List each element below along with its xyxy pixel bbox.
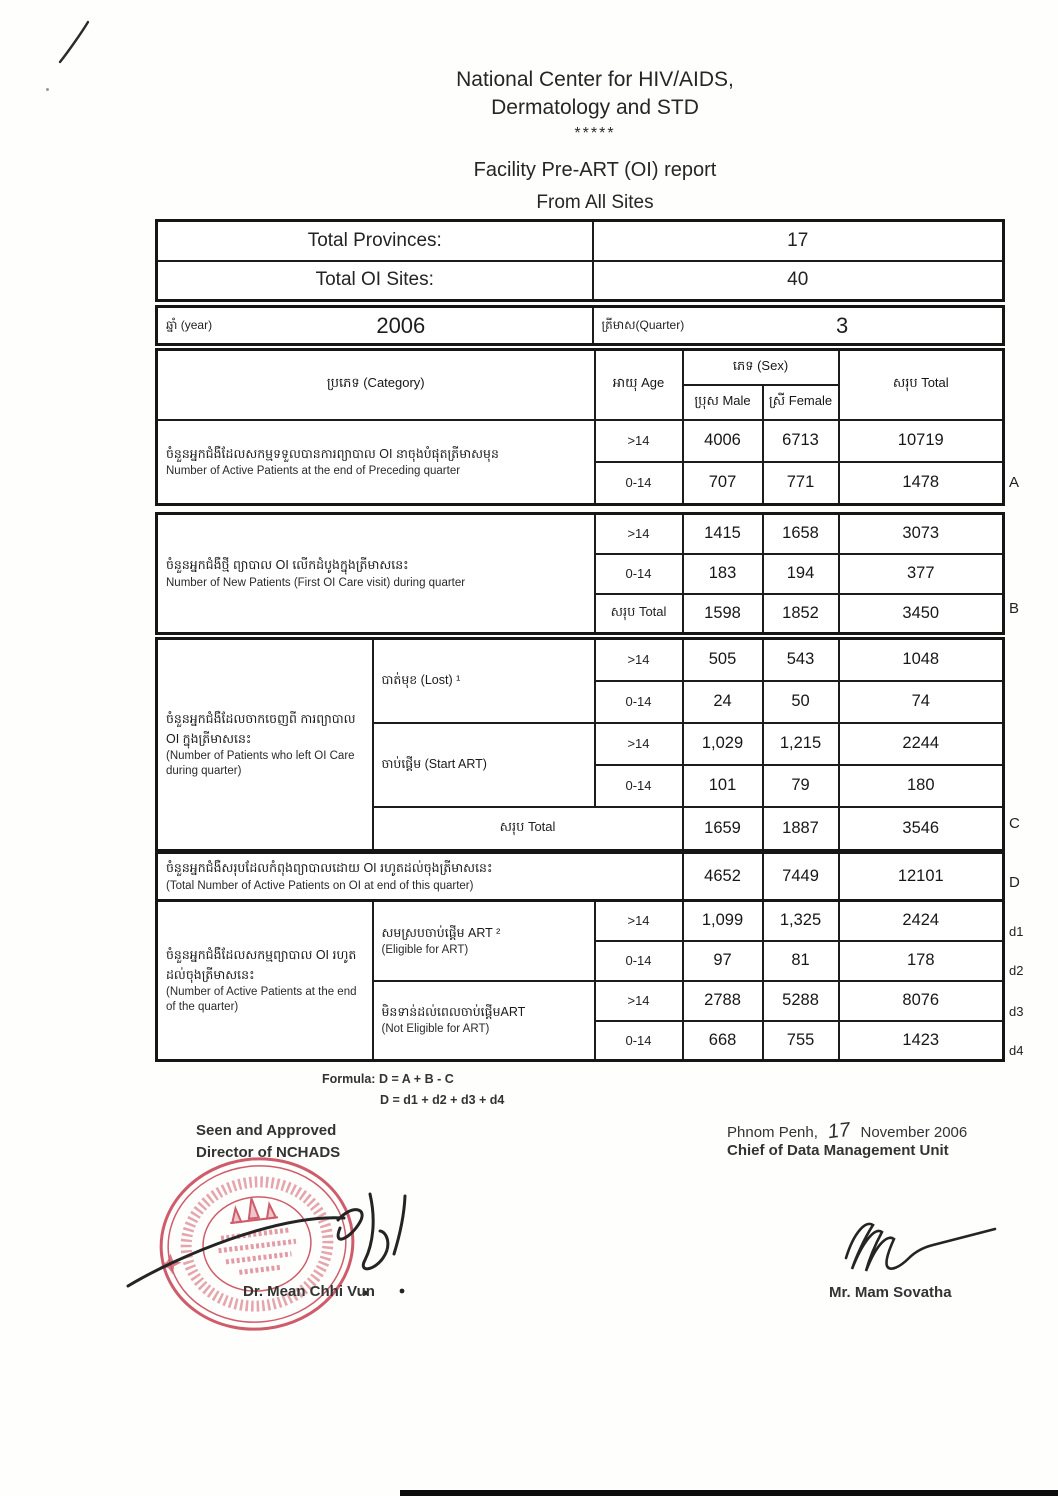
male-value: 4006 — [683, 420, 763, 462]
male-value: 183 — [683, 554, 763, 594]
marker-d1: d1 — [1009, 924, 1024, 939]
quarter-cell — [593, 307, 1004, 345]
female-value: 7449 — [763, 853, 839, 901]
total-provinces-label: Total Provinces: — [157, 221, 593, 261]
not-eligible-english: (Not Eligible for ART) — [381, 1023, 490, 1036]
female-value: 1852 — [763, 594, 839, 634]
col-header-sex: ភេទ (Sex) — [683, 350, 839, 385]
male-value: 97 — [683, 941, 763, 981]
section-b-marker: B — [1009, 600, 1020, 617]
marker-d3: d3 — [1009, 1004, 1024, 1019]
date-label: November 2006 — [860, 1124, 968, 1141]
start-art-label: ចាប់ផ្ដើម (Start ART) — [373, 723, 595, 807]
place-date-line — [727, 1120, 967, 1143]
report-header — [170, 66, 1020, 214]
total-value: 377 — [839, 554, 1004, 594]
section-d-detail-english: (Number of Active Patients at the end of the quarter) — [166, 985, 357, 1013]
section-d-detail-khmer: ចំនួនអ្នកជំងឺដែលសកម្មព្យាបាល OI រហូតដល់ចុងត្រីមាសនេះ — [166, 948, 357, 982]
not-eligible-khmer: មិនទាន់ដល់ពេលចាប់ផ្ដើមART — [381, 1005, 526, 1020]
section-c-khmer: ចំនួនអ្នកជំងឺដែលចាកចេញពី ការព្យាបាល OI ក្នុងត្រីមាសនេះ — [166, 712, 356, 746]
age-cell: >14 — [595, 723, 683, 765]
section-c-english: (Number of Patients who left OI Care during quarter) — [166, 749, 355, 777]
col-header-age: អាយុ Age — [595, 350, 683, 420]
chief-title: Chief of Data Management Unit — [727, 1142, 949, 1159]
female-value: 1887 — [763, 807, 839, 851]
section-a-category — [157, 420, 595, 505]
place-label: Phnom Penh, — [727, 1124, 818, 1141]
section-c-total-label: សរុប Total — [373, 807, 683, 851]
female-value: 6713 — [763, 420, 839, 462]
org-name-line1: National Center for HIV/AIDS, — [456, 68, 734, 91]
female-value: 755 — [763, 1021, 839, 1061]
section-c-marker: C — [1009, 815, 1020, 832]
marker-d2: d2 — [1009, 963, 1024, 978]
section-b-english: Number of New Patients (First OI Care visit) during quarter — [166, 576, 466, 589]
male-value: 1,029 — [683, 723, 763, 765]
female-value: 81 — [763, 941, 839, 981]
summary-totals-table — [155, 219, 1005, 302]
age-cell: >14 — [595, 420, 683, 462]
col-header-female: ស្រី Female — [763, 385, 839, 420]
male-value: 1,099 — [683, 901, 763, 941]
male-value: 1598 — [683, 594, 763, 634]
age-cell: >14 — [595, 514, 683, 554]
org-name-line2: Dermatology and STD — [491, 96, 699, 120]
quarter-value: 3 — [835, 312, 849, 338]
total-value: 3546 — [839, 807, 1004, 851]
year-label: ឆ្នាំ (year) — [166, 317, 213, 332]
section-a-khmer: ចំនួនអ្នកជំងឺដែលសកម្មទទួលបានការព្យាបាល OI នាចុងបំផុតត្រីមាសមុន — [166, 446, 499, 461]
section-d-khmer: ចំនួនអ្នកជំងឺសរុបដែលកំពុងព្យាបាលដោយ OI រហូតដល់ចុងត្រីមាសនេះ — [166, 861, 493, 876]
formula-line2: D = d1 + d2 + d3 + d4 — [380, 1093, 505, 1107]
male-value: 1659 — [683, 807, 763, 851]
scan-edge-artifact — [400, 1490, 1058, 1496]
total-value: 3073 — [839, 514, 1004, 554]
total-value: 1478 — [839, 462, 1004, 505]
female-value: 543 — [763, 639, 839, 681]
year-value: 2006 — [376, 312, 426, 338]
male-value: 2788 — [683, 981, 763, 1021]
section-c-table — [155, 637, 1005, 852]
approval-line1: Seen and Approved — [196, 1122, 337, 1139]
section-b-category — [157, 514, 595, 634]
male-value: 505 — [683, 639, 763, 681]
director-name: Dr. Mean Chhi Vun — [243, 1283, 375, 1300]
male-value: 24 — [683, 681, 763, 723]
handwritten-day: 17 — [827, 1118, 851, 1144]
year-quarter-table — [155, 305, 1005, 346]
section-a-english: Number of Active Patients at the end of Preceding quarter — [166, 464, 461, 477]
age-cell: 0-14 — [595, 462, 683, 505]
age-cell: 0-14 — [595, 765, 683, 807]
col-header-category: ប្រភេទ (Category) — [157, 350, 595, 420]
total-value: 178 — [839, 941, 1004, 981]
section-b-khmer: ចំនួនអ្នកជំងឺថ្មី ព្យាបាល OI លើកដំបូងក្នុងត្រីមាសនេះ — [166, 558, 409, 573]
total-value: 2424 — [839, 901, 1004, 941]
female-value: 194 — [763, 554, 839, 594]
total-oi-sites-value: 40 — [593, 261, 1004, 301]
age-cell: >14 — [595, 639, 683, 681]
male-value: 101 — [683, 765, 763, 807]
not-eligible-label-cell — [373, 981, 595, 1061]
total-value: 1423 — [839, 1021, 1004, 1061]
female-value: 771 — [763, 462, 839, 505]
age-cell: 0-14 — [595, 941, 683, 981]
main-table-header-and-section-a — [155, 348, 1005, 506]
age-cell: >14 — [595, 981, 683, 1021]
formula-line1: Formula: D = A + B - C — [322, 1072, 454, 1086]
total-value: 10719 — [839, 420, 1004, 462]
age-cell: 0-14 — [595, 1021, 683, 1061]
age-cell: 0-14 — [595, 681, 683, 723]
total-provinces-value: 17 — [593, 221, 1004, 261]
female-value: 50 — [763, 681, 839, 723]
section-d-marker: D — [1009, 874, 1020, 891]
subtotal-label: សរុប Total — [595, 594, 683, 634]
col-header-male: ប្រុស Male — [683, 385, 763, 420]
female-value: 79 — [763, 765, 839, 807]
age-cell: >14 — [595, 901, 683, 941]
male-value: 1415 — [683, 514, 763, 554]
total-oi-sites-label: Total OI Sites: — [157, 261, 593, 301]
report-title: Facility Pre-ART (OI) report — [473, 158, 717, 181]
total-value: 74 — [839, 681, 1004, 723]
eligible-english: (Eligible for ART) — [381, 943, 469, 956]
pen-slash-mark — [52, 16, 98, 66]
total-value: 8076 — [839, 981, 1004, 1021]
lost-label: បាត់មុខ (Lost) ¹ — [373, 639, 595, 723]
col-header-total: សរុប Total — [839, 350, 1004, 420]
scan-speck — [46, 88, 49, 91]
female-value: 1,215 — [763, 723, 839, 765]
section-b-table — [155, 512, 1005, 635]
male-value: 4652 — [683, 853, 763, 901]
male-value: 707 — [683, 462, 763, 505]
section-d-table — [155, 851, 1005, 1062]
eligible-khmer: សមស្របចាប់ផ្ដើម ART ² — [381, 925, 501, 940]
section-a-marker: A — [1009, 474, 1020, 491]
total-value: 12101 — [839, 853, 1004, 901]
star-divider: ***** — [574, 124, 616, 142]
male-value: 668 — [683, 1021, 763, 1061]
section-d-detail-category — [157, 901, 373, 1061]
year-cell — [157, 307, 593, 345]
approval-line2: Director of NCHADS — [196, 1143, 341, 1161]
female-value: 1,325 — [763, 901, 839, 941]
female-value: 5288 — [763, 981, 839, 1021]
female-value: 1658 — [763, 514, 839, 554]
section-c-category — [157, 639, 373, 851]
chief-name: Mr. Mam Sovatha — [829, 1284, 952, 1301]
signature-chief — [840, 1202, 1005, 1272]
section-d-english: (Total Number of Active Patients on OI at end of this quarter) — [166, 879, 474, 892]
quarter-label: ត្រីមាស(Quarter) — [601, 317, 685, 332]
total-value: 180 — [839, 765, 1004, 807]
age-cell: 0-14 — [595, 554, 683, 594]
eligible-label-cell — [373, 901, 595, 981]
total-value: 1048 — [839, 639, 1004, 681]
report-subtitle: From All Sites — [536, 191, 654, 213]
formula-block — [322, 1072, 504, 1107]
section-d-category — [157, 853, 683, 901]
total-value: 2244 — [839, 723, 1004, 765]
total-value: 3450 — [839, 594, 1004, 634]
marker-d4: d4 — [1009, 1043, 1024, 1058]
